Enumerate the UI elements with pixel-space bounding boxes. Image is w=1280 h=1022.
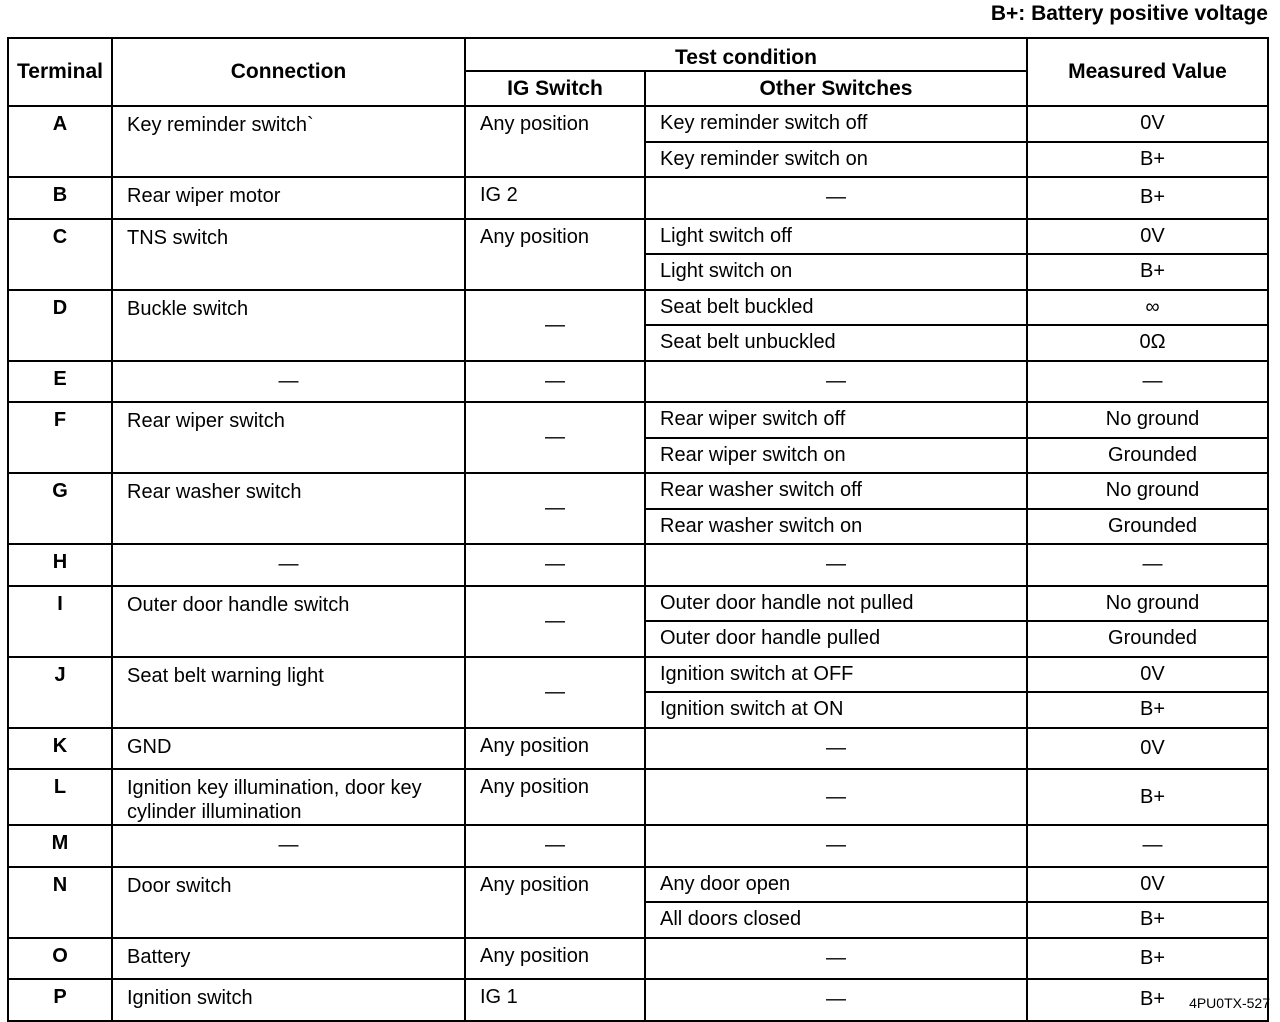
connection-cell: Rear wiper motor bbox=[112, 177, 465, 219]
connection-cell: — bbox=[112, 361, 465, 403]
ig-switch-cell: — bbox=[465, 361, 645, 403]
measured-value-cell: — bbox=[1027, 361, 1268, 403]
connection-cell: GND bbox=[112, 728, 465, 770]
measured-value-cell: B+ bbox=[1027, 254, 1268, 290]
measured-value-cell: Grounded bbox=[1027, 621, 1268, 657]
other-switches-cell: Seat belt unbuckled bbox=[645, 325, 1027, 361]
terminal-cell: G bbox=[8, 473, 112, 544]
terminal-cell: M bbox=[8, 825, 112, 867]
terminal-cell: B bbox=[8, 177, 112, 219]
measured-value-cell: — bbox=[1027, 544, 1268, 586]
header-terminal: Terminal bbox=[8, 38, 112, 106]
measured-value-cell: Grounded bbox=[1027, 438, 1268, 474]
connection-cell: Buckle switch bbox=[112, 290, 465, 361]
other-switches-cell: — bbox=[645, 544, 1027, 586]
other-switches-cell: Any door open bbox=[645, 867, 1027, 903]
other-switches-cell: All doors closed bbox=[645, 902, 1027, 938]
other-switches-cell: Rear washer switch off bbox=[645, 473, 1027, 509]
ig-switch-cell: IG 1 bbox=[465, 979, 645, 1021]
measured-value-cell: 0V bbox=[1027, 728, 1268, 770]
table-row bbox=[8, 867, 1268, 903]
other-switches-cell: Ignition switch at ON bbox=[645, 692, 1027, 728]
measured-value-cell: B+ bbox=[1027, 979, 1268, 1021]
terminal-cell: E bbox=[8, 361, 112, 403]
other-switches-cell: Seat belt buckled bbox=[645, 290, 1027, 326]
measured-value-cell: B+ bbox=[1027, 938, 1268, 980]
terminal-cell: A bbox=[8, 106, 112, 177]
other-switches-cell: Key reminder switch off bbox=[645, 106, 1027, 142]
ig-switch-cell: Any position bbox=[465, 867, 645, 938]
table-row bbox=[8, 657, 1268, 693]
table-row bbox=[8, 106, 1268, 142]
terminal-cell: I bbox=[8, 586, 112, 657]
measured-value-cell: 0V bbox=[1027, 867, 1268, 903]
measured-value-cell: ∞ bbox=[1027, 290, 1268, 326]
battery-voltage-legend: B+: Battery positive voltage bbox=[990, 2, 1268, 25]
terminal-cell: L bbox=[8, 769, 112, 825]
terminal-inspection-table bbox=[7, 37, 1269, 1022]
ig-switch-cell: IG 2 bbox=[465, 177, 645, 219]
table-row bbox=[8, 544, 1268, 586]
measured-value-cell: B+ bbox=[1027, 142, 1268, 178]
ig-switch-cell: — bbox=[465, 290, 645, 361]
measured-value-cell: B+ bbox=[1027, 902, 1268, 938]
measured-value-cell: B+ bbox=[1027, 177, 1268, 219]
connection-cell: Battery bbox=[112, 938, 465, 980]
ig-switch-cell: Any position bbox=[465, 769, 645, 825]
figure-code: 4PU0TX-527 bbox=[1189, 995, 1270, 1011]
other-switches-cell: Rear wiper switch on bbox=[645, 438, 1027, 474]
measured-value-cell: B+ bbox=[1027, 692, 1268, 728]
ig-switch-cell: — bbox=[465, 544, 645, 586]
connection-cell: Rear washer switch bbox=[112, 473, 465, 544]
measured-value-cell: No ground bbox=[1027, 586, 1268, 622]
measured-value-cell: — bbox=[1027, 825, 1268, 867]
other-switches-cell: — bbox=[645, 728, 1027, 770]
measured-value-cell: 0V bbox=[1027, 657, 1268, 693]
terminal-cell: K bbox=[8, 728, 112, 770]
terminal-cell: O bbox=[8, 938, 112, 980]
header-connection: Connection bbox=[112, 38, 465, 106]
other-switches-cell: Rear washer switch on bbox=[645, 509, 1027, 545]
other-switches-cell: Light switch on bbox=[645, 254, 1027, 290]
connection-cell: Outer door handle switch bbox=[112, 586, 465, 657]
ig-switch-cell: Any position bbox=[465, 728, 645, 770]
measured-value-cell: Grounded bbox=[1027, 509, 1268, 545]
ig-switch-cell: Any position bbox=[465, 219, 645, 290]
table-row bbox=[8, 473, 1268, 509]
ig-switch-cell: Any position bbox=[465, 938, 645, 980]
header-ig-switch: IG Switch bbox=[465, 71, 645, 106]
table-row bbox=[8, 586, 1268, 622]
other-switches-cell: Outer door handle pulled bbox=[645, 621, 1027, 657]
ig-switch-cell: — bbox=[465, 825, 645, 867]
connection-cell: Door switch bbox=[112, 867, 465, 938]
other-switches-cell: — bbox=[645, 938, 1027, 980]
table-row bbox=[8, 979, 1268, 1021]
measured-value-cell: B+ bbox=[1027, 769, 1268, 825]
other-switches-cell: Rear wiper switch off bbox=[645, 402, 1027, 438]
measured-value-cell: 0Ω bbox=[1027, 325, 1268, 361]
other-switches-cell: Ignition switch at OFF bbox=[645, 657, 1027, 693]
terminal-cell: P bbox=[8, 979, 112, 1021]
ig-switch-cell: — bbox=[465, 657, 645, 728]
other-switches-cell: — bbox=[645, 825, 1027, 867]
table-row bbox=[8, 825, 1268, 867]
terminal-cell: N bbox=[8, 867, 112, 938]
table-row bbox=[8, 290, 1268, 326]
connection-cell: TNS switch bbox=[112, 219, 465, 290]
ig-switch-cell: Any position bbox=[465, 106, 645, 177]
terminal-cell: H bbox=[8, 544, 112, 586]
measured-value-cell: No ground bbox=[1027, 402, 1268, 438]
terminal-cell: C bbox=[8, 219, 112, 290]
connection-cell: Ignition key illumination, door key cylinder illumination bbox=[112, 769, 465, 825]
terminal-cell: J bbox=[8, 657, 112, 728]
table-row bbox=[8, 769, 1268, 825]
measured-value-cell: No ground bbox=[1027, 473, 1268, 509]
table-row bbox=[8, 402, 1268, 438]
header-other-switches: Other Switches bbox=[645, 71, 1027, 106]
ig-switch-cell: — bbox=[465, 586, 645, 657]
other-switches-cell: Light switch off bbox=[645, 219, 1027, 255]
other-switches-cell: Outer door handle not pulled bbox=[645, 586, 1027, 622]
table-row bbox=[8, 361, 1268, 403]
header-measured-value: Measured Value bbox=[1027, 38, 1268, 106]
table-row bbox=[8, 728, 1268, 770]
table-row bbox=[8, 177, 1268, 219]
other-switches-cell: — bbox=[645, 361, 1027, 403]
terminal-cell: D bbox=[8, 290, 112, 361]
measured-value-cell: 0V bbox=[1027, 106, 1268, 142]
ig-switch-cell: — bbox=[465, 402, 645, 473]
connection-cell: — bbox=[112, 825, 465, 867]
connection-cell: Seat belt warning light bbox=[112, 657, 465, 728]
connection-cell: Key reminder switch` bbox=[112, 106, 465, 177]
other-switches-cell: Key reminder switch on bbox=[645, 142, 1027, 178]
terminal-cell: F bbox=[8, 402, 112, 473]
connection-cell: Ignition switch bbox=[112, 979, 465, 1021]
other-switches-cell: — bbox=[645, 177, 1027, 219]
connection-cell: — bbox=[112, 544, 465, 586]
table-row bbox=[8, 219, 1268, 255]
ig-switch-cell: — bbox=[465, 473, 645, 544]
header-test-condition: Test condition bbox=[465, 38, 1027, 71]
other-switches-cell: — bbox=[645, 979, 1027, 1021]
other-switches-cell: — bbox=[645, 769, 1027, 825]
connection-cell: Rear wiper switch bbox=[112, 402, 465, 473]
measured-value-cell: 0V bbox=[1027, 219, 1268, 255]
table-row bbox=[8, 938, 1268, 980]
